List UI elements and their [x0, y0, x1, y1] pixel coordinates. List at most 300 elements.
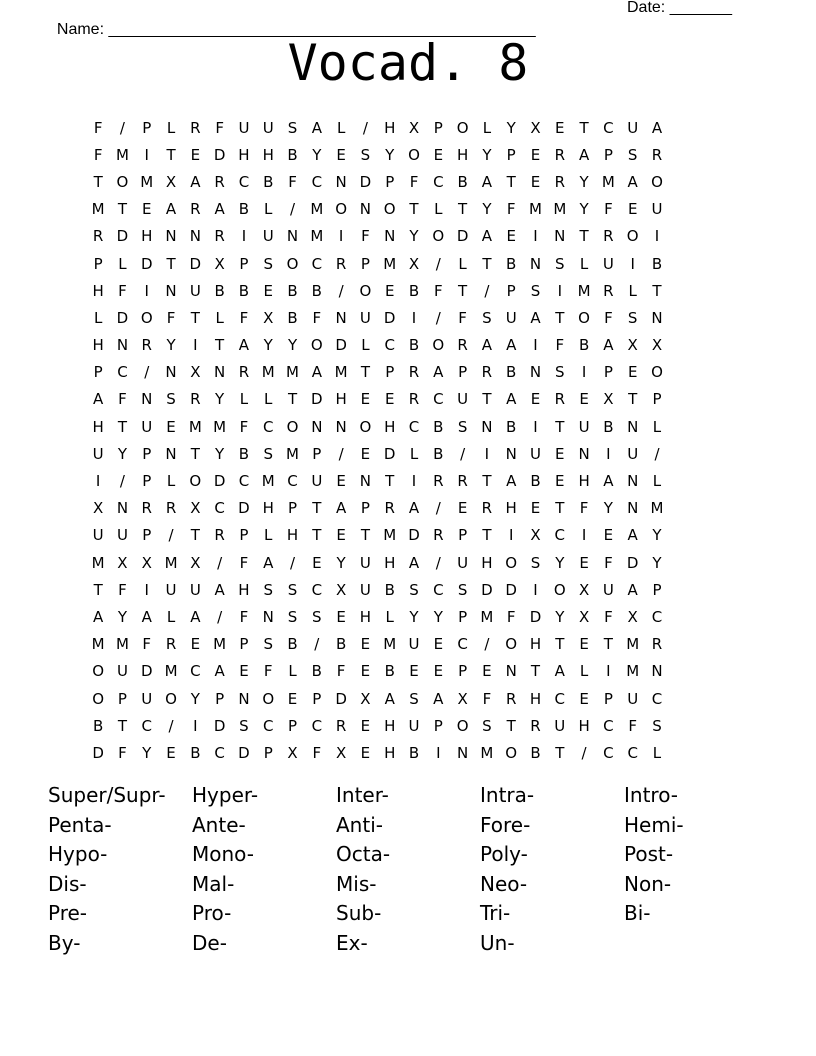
grid-letter[interactable]: C — [238, 172, 250, 191]
grid-letter[interactable]: I — [533, 336, 538, 355]
grid-letter[interactable]: R — [165, 499, 177, 518]
grid-letter[interactable]: H — [92, 417, 104, 436]
grid-letter[interactable]: D — [529, 607, 542, 626]
grid-letter[interactable]: Y — [579, 200, 589, 219]
grid-letter[interactable]: U — [359, 308, 371, 327]
grid-letter[interactable]: E — [579, 553, 589, 572]
grid-letter[interactable]: I — [436, 743, 441, 762]
grid-letter[interactable]: P — [458, 662, 468, 681]
grid-letter[interactable]: S — [263, 444, 273, 463]
grid-letter[interactable]: A — [481, 172, 493, 191]
grid-letter[interactable]: X — [651, 336, 663, 355]
grid-letter[interactable]: D — [140, 662, 153, 681]
grid-letter[interactable]: C — [433, 172, 444, 191]
grid-letter[interactable]: D — [505, 580, 517, 599]
grid-letter[interactable]: C — [214, 743, 225, 762]
grid-letter[interactable]: H — [578, 472, 590, 491]
grid-letter[interactable]: S — [287, 607, 298, 626]
grid-letter[interactable]: M — [310, 200, 324, 219]
grid-letter[interactable]: U — [165, 580, 177, 599]
grid-letter[interactable]: M — [286, 444, 299, 463]
grid-letter[interactable]: L — [409, 444, 419, 463]
grid-letter[interactable]: / — [435, 254, 441, 273]
grid-letter[interactable]: C — [117, 363, 128, 382]
grid-letter[interactable]: U — [262, 227, 274, 246]
grid-letter[interactable]: T — [603, 635, 613, 654]
grid-letter[interactable]: C — [651, 689, 663, 708]
grid-letter[interactable]: E — [336, 526, 346, 545]
grid-letter[interactable]: S — [482, 308, 492, 327]
grid-letter[interactable]: T — [482, 472, 492, 491]
grid-letter[interactable]: X — [141, 553, 152, 572]
grid-letter[interactable]: M — [188, 417, 202, 436]
grid-letter[interactable]: P — [603, 363, 613, 382]
grid-letter[interactable]: M — [334, 363, 348, 382]
grid-letter[interactable]: F — [239, 553, 249, 572]
grid-letter[interactable]: E — [555, 118, 565, 137]
grid-letter[interactable]: E — [433, 662, 444, 681]
grid-letter[interactable]: S — [652, 716, 662, 735]
grid-letter[interactable]: D — [383, 308, 396, 327]
grid-letter[interactable]: S — [627, 308, 638, 327]
grid-letter[interactable]: P — [93, 254, 103, 273]
grid-letter[interactable]: A — [627, 526, 638, 545]
grid-letter[interactable]: R — [433, 526, 444, 545]
grid-letter[interactable]: / — [484, 635, 490, 654]
grid-letter[interactable]: D — [335, 336, 347, 355]
grid-letter[interactable]: P — [385, 363, 395, 382]
grid-letter[interactable]: T — [530, 662, 541, 681]
grid-letter[interactable]: A — [93, 607, 104, 626]
grid-letter[interactable]: A — [651, 118, 663, 137]
grid-letter[interactable]: Y — [215, 390, 225, 409]
grid-letter[interactable]: U — [359, 580, 371, 599]
grid-letter[interactable]: X — [530, 118, 541, 137]
grid-letter[interactable]: U — [457, 553, 469, 572]
grid-letter[interactable]: D — [335, 689, 347, 708]
grid-letter[interactable]: C — [141, 716, 152, 735]
grid-letter[interactable]: L — [385, 607, 394, 626]
grid-letter[interactable]: L — [579, 662, 589, 681]
grid-letter[interactable]: F — [604, 200, 613, 219]
grid-letter[interactable]: L — [264, 200, 273, 219]
grid-letter[interactable]: O — [553, 580, 566, 599]
grid-letter[interactable]: R — [603, 281, 614, 300]
grid-letter[interactable]: C — [384, 336, 395, 355]
grid-letter[interactable]: / — [119, 472, 125, 491]
grid-letter[interactable]: A — [214, 580, 225, 599]
grid-letter[interactable]: U — [189, 281, 201, 300]
grid-letter[interactable]: C — [603, 118, 614, 137]
grid-letter[interactable]: S — [409, 580, 419, 599]
grid-letter[interactable]: P — [142, 526, 152, 545]
grid-letter[interactable]: X — [263, 308, 274, 327]
grid-letter[interactable]: F — [506, 200, 516, 219]
grid-letter[interactable]: L — [336, 118, 346, 137]
grid-letter[interactable]: A — [603, 336, 614, 355]
grid-letter[interactable]: O — [310, 336, 323, 355]
grid-letter[interactable]: B — [506, 254, 517, 273]
grid-letter[interactable]: Y — [652, 553, 662, 572]
grid-letter[interactable]: N — [456, 743, 469, 762]
grid-letter[interactable]: U — [141, 689, 153, 708]
grid-letter[interactable]: T — [360, 526, 370, 545]
grid-letter[interactable]: E — [336, 472, 346, 491]
grid-letter[interactable]: P — [288, 499, 298, 518]
grid-letter[interactable]: C — [457, 635, 468, 654]
grid-letter[interactable]: N — [578, 444, 590, 463]
grid-letter[interactable]: M — [383, 635, 397, 654]
grid-letter[interactable]: B — [506, 417, 517, 436]
grid-letter[interactable]: P — [312, 444, 322, 463]
grid-letter[interactable]: F — [579, 499, 589, 518]
grid-letter[interactable]: E — [579, 689, 589, 708]
grid-letter[interactable]: H — [529, 689, 542, 708]
grid-letter[interactable]: R — [214, 172, 225, 191]
grid-letter[interactable]: R — [505, 689, 517, 708]
grid-letter[interactable]: A — [165, 200, 177, 219]
grid-letter[interactable]: O — [432, 336, 445, 355]
grid-letter[interactable]: F — [506, 607, 516, 626]
grid-letter[interactable]: L — [166, 607, 176, 626]
grid-letter[interactable]: E — [409, 662, 419, 681]
grid-letter[interactable]: E — [166, 417, 176, 436]
grid-letter[interactable]: I — [533, 417, 538, 436]
grid-letter[interactable]: A — [93, 390, 104, 409]
grid-letter[interactable]: C — [262, 417, 274, 436]
grid-letter[interactable]: C — [262, 716, 274, 735]
grid-letter[interactable]: P — [360, 254, 370, 273]
grid-letter[interactable]: Y — [579, 172, 589, 191]
grid-letter[interactable]: F — [118, 281, 127, 300]
grid-letter[interactable]: P — [433, 716, 443, 735]
grid-letter[interactable]: S — [166, 390, 176, 409]
grid-letter[interactable]: L — [434, 200, 443, 219]
grid-letter[interactable]: B — [457, 172, 468, 191]
grid-letter[interactable]: U — [116, 662, 128, 681]
grid-letter[interactable]: M — [529, 200, 542, 219]
grid-letter[interactable]: E — [263, 281, 273, 300]
grid-letter[interactable]: H — [92, 281, 104, 300]
grid-letter[interactable]: T — [360, 363, 370, 382]
grid-letter[interactable]: O — [651, 172, 663, 191]
grid-letter[interactable]: U — [238, 118, 250, 137]
grid-letter[interactable]: T — [190, 308, 200, 327]
grid-letter[interactable]: / — [168, 716, 174, 735]
grid-letter[interactable]: T — [93, 172, 103, 191]
grid-letter[interactable]: A — [627, 580, 638, 599]
grid-letter[interactable]: Y — [117, 607, 128, 626]
grid-letter[interactable]: Y — [555, 607, 565, 626]
grid-letter[interactable]: D — [238, 499, 250, 518]
grid-letter[interactable]: F — [604, 607, 613, 626]
grid-letter[interactable]: P — [360, 499, 370, 518]
grid-letter[interactable]: U — [408, 716, 420, 735]
grid-letter[interactable]: O — [165, 689, 177, 708]
grid-letter[interactable]: Y — [409, 227, 419, 246]
grid-letter[interactable]: Y — [312, 145, 322, 164]
grid-letter[interactable]: U — [408, 635, 420, 654]
grid-letter[interactable]: R — [554, 172, 565, 191]
grid-letter[interactable]: P — [142, 118, 152, 137]
grid-letter[interactable]: U — [189, 580, 201, 599]
grid-letter[interactable]: N — [165, 363, 177, 382]
grid-letter[interactable]: H — [359, 607, 372, 626]
grid-letter[interactable]: H — [384, 417, 396, 436]
grid-letter[interactable]: R — [481, 499, 493, 518]
grid-letter[interactable]: U — [627, 689, 639, 708]
grid-letter[interactable]: F — [409, 172, 419, 191]
grid-letter[interactable]: T — [117, 716, 128, 735]
grid-letter[interactable]: H — [286, 526, 299, 545]
grid-letter[interactable]: X — [190, 499, 201, 518]
grid-letter[interactable]: Y — [336, 553, 346, 572]
grid-letter[interactable]: U — [651, 200, 663, 219]
grid-letter[interactable]: N — [238, 689, 250, 708]
grid-letter[interactable]: H — [578, 716, 590, 735]
grid-letter[interactable]: / — [338, 444, 344, 463]
grid-letter[interactable]: E — [555, 472, 565, 491]
grid-letter[interactable]: S — [457, 580, 468, 599]
grid-letter[interactable]: R — [214, 227, 225, 246]
grid-letter[interactable]: F — [458, 308, 467, 327]
grid-letter[interactable]: D — [116, 227, 129, 246]
grid-letter[interactable]: X — [93, 499, 104, 518]
grid-letter[interactable]: T — [166, 254, 176, 273]
grid-letter[interactable]: T — [117, 417, 128, 436]
grid-letter[interactable]: D — [213, 145, 226, 164]
grid-letter[interactable]: Y — [263, 336, 273, 355]
grid-letter[interactable]: P — [215, 689, 225, 708]
grid-letter[interactable]: Y — [190, 689, 200, 708]
grid-letter[interactable]: A — [433, 689, 444, 708]
grid-letter[interactable]: F — [93, 118, 103, 137]
grid-letter[interactable]: A — [627, 172, 638, 191]
grid-letter[interactable]: B — [578, 336, 590, 355]
grid-letter[interactable]: M — [115, 145, 129, 164]
grid-letter[interactable]: C — [603, 743, 614, 762]
grid-letter[interactable]: H — [505, 499, 517, 518]
grid-letter[interactable]: X — [603, 390, 614, 409]
grid-letter[interactable]: U — [505, 308, 517, 327]
grid-letter[interactable]: N — [214, 363, 226, 382]
grid-letter[interactable]: I — [144, 580, 149, 599]
grid-letter[interactable]: T — [506, 172, 516, 191]
grid-letter[interactable]: C — [238, 472, 250, 491]
grid-letter[interactable]: N — [481, 417, 493, 436]
grid-letter[interactable]: E — [360, 635, 371, 654]
grid-letter[interactable]: D — [189, 254, 202, 273]
grid-letter[interactable]: I — [654, 227, 660, 246]
grid-letter[interactable]: B — [238, 444, 250, 463]
grid-letter[interactable]: S — [409, 689, 419, 708]
grid-letter[interactable]: N — [529, 254, 542, 273]
grid-letter[interactable]: X — [165, 172, 177, 191]
grid-letter[interactable]: F — [118, 580, 127, 599]
grid-letter[interactable]: A — [506, 390, 517, 409]
grid-letter[interactable]: / — [338, 281, 344, 300]
grid-letter[interactable]: E — [336, 145, 346, 164]
grid-letter[interactable]: N — [651, 662, 663, 681]
grid-letter[interactable]: R — [335, 716, 347, 735]
grid-letter[interactable]: S — [482, 716, 492, 735]
grid-letter[interactable]: C — [603, 716, 614, 735]
grid-letter[interactable]: I — [95, 472, 101, 491]
grid-letter[interactable]: / — [435, 499, 441, 518]
grid-letter[interactable]: R — [190, 390, 201, 409]
grid-letter[interactable]: E — [360, 662, 371, 681]
grid-letter[interactable]: A — [335, 499, 347, 518]
grid-letter[interactable]: X — [190, 363, 201, 382]
grid-letter[interactable]: P — [117, 689, 127, 708]
grid-letter[interactable]: S — [287, 580, 298, 599]
date-field[interactable]: Date: _______ — [627, 0, 732, 16]
grid-letter[interactable]: M — [383, 254, 397, 273]
grid-letter[interactable]: M — [626, 635, 640, 654]
grid-letter[interactable]: F — [239, 417, 249, 436]
grid-letter[interactable]: X — [408, 254, 420, 273]
grid-letter[interactable]: A — [384, 689, 395, 708]
grid-letter[interactable]: E — [530, 145, 541, 164]
grid-letter[interactable]: S — [263, 580, 273, 599]
grid-letter[interactable]: F — [336, 662, 346, 681]
grid-letter[interactable]: U — [578, 417, 590, 436]
grid-letter[interactable]: E — [627, 200, 638, 219]
grid-letter[interactable]: R — [457, 472, 468, 491]
grid-letter[interactable]: O — [408, 145, 420, 164]
grid-letter[interactable]: B — [238, 281, 250, 300]
grid-letter[interactable]: A — [554, 662, 565, 681]
grid-letter[interactable]: M — [91, 635, 105, 654]
grid-letter[interactable]: A — [506, 336, 517, 355]
grid-letter[interactable]: E — [457, 499, 468, 518]
grid-letter[interactable]: O — [262, 689, 275, 708]
grid-letter[interactable]: S — [555, 254, 565, 273]
grid-letter[interactable]: Y — [142, 743, 152, 762]
grid-letter[interactable]: N — [359, 472, 372, 491]
grid-letter[interactable]: P — [263, 743, 273, 762]
grid-letter[interactable]: B — [287, 308, 298, 327]
grid-letter[interactable]: S — [627, 145, 638, 164]
grid-letter[interactable]: E — [360, 390, 371, 409]
grid-letter[interactable]: I — [533, 227, 538, 246]
grid-letter[interactable]: M — [577, 281, 591, 300]
grid-letter[interactable]: C — [287, 472, 298, 491]
grid-letter[interactable]: E — [312, 553, 322, 572]
grid-letter[interactable]: X — [117, 553, 128, 572]
grid-letter[interactable]: T — [579, 227, 589, 246]
grid-letter[interactable]: B — [433, 444, 444, 463]
grid-letter[interactable]: X — [627, 336, 638, 355]
grid-letter[interactable]: U — [92, 526, 104, 545]
grid-letter[interactable]: L — [482, 118, 492, 137]
grid-letter[interactable]: E — [433, 145, 444, 164]
grid-letter[interactable]: T — [312, 526, 322, 545]
grid-letter[interactable]: L — [361, 336, 370, 355]
grid-letter[interactable]: F — [604, 553, 613, 572]
grid-letter[interactable]: S — [287, 118, 298, 137]
grid-letter[interactable]: I — [144, 145, 149, 164]
grid-letter[interactable]: / — [581, 743, 587, 762]
grid-letter[interactable]: P — [603, 689, 613, 708]
grid-letter[interactable]: B — [287, 281, 298, 300]
grid-letter[interactable]: B — [651, 254, 663, 273]
grid-letter[interactable]: L — [288, 662, 297, 681]
grid-letter[interactable]: B — [311, 662, 322, 681]
grid-letter[interactable]: S — [263, 254, 273, 273]
grid-letter[interactable]: M — [480, 607, 494, 626]
grid-letter[interactable]: P — [93, 363, 103, 382]
grid-letter[interactable]: L — [118, 254, 127, 273]
grid-letter[interactable]: C — [627, 743, 638, 762]
grid-letter[interactable]: D — [213, 716, 226, 735]
grid-letter[interactable]: R — [238, 363, 250, 382]
grid-letter[interactable]: O — [626, 227, 639, 246]
grid-letter[interactable]: O — [505, 635, 518, 654]
grid-letter[interactable]: S — [457, 417, 468, 436]
grid-letter[interactable]: I — [581, 526, 587, 545]
grid-letter[interactable]: X — [214, 254, 225, 273]
grid-letter[interactable]: I — [533, 580, 538, 599]
grid-letter[interactable]: I — [193, 336, 198, 355]
grid-letter[interactable]: N — [116, 499, 129, 518]
grid-letter[interactable]: T — [385, 472, 395, 491]
grid-letter[interactable]: X — [578, 580, 590, 599]
grid-letter[interactable]: T — [506, 716, 516, 735]
grid-letter[interactable]: U — [359, 553, 371, 572]
grid-letter[interactable]: I — [338, 227, 344, 246]
grid-letter[interactable]: I — [411, 308, 417, 327]
grid-letter[interactable]: X — [360, 689, 371, 708]
grid-letter[interactable]: N — [505, 444, 517, 463]
grid-letter[interactable]: A — [408, 553, 420, 572]
grid-letter[interactable]: O — [140, 308, 153, 327]
grid-letter[interactable]: E — [190, 145, 201, 164]
grid-letter[interactable]: H — [92, 336, 104, 355]
grid-letter[interactable]: F — [263, 662, 273, 681]
grid-letter[interactable]: S — [530, 553, 541, 572]
grid-letter[interactable]: C — [311, 716, 323, 735]
grid-letter[interactable]: D — [311, 390, 323, 409]
grid-letter[interactable]: O — [286, 254, 299, 273]
grid-letter[interactable]: / — [289, 553, 296, 572]
grid-letter[interactable]: U — [116, 526, 128, 545]
grid-letter[interactable]: L — [166, 118, 176, 137]
grid-letter[interactable]: B — [311, 281, 322, 300]
grid-letter[interactable]: P — [458, 526, 468, 545]
grid-letter[interactable]: M — [261, 472, 275, 491]
grid-letter[interactable]: D — [408, 526, 420, 545]
grid-letter[interactable]: T — [190, 444, 200, 463]
grid-letter[interactable]: N — [116, 336, 129, 355]
grid-letter[interactable]: L — [652, 743, 662, 762]
grid-letter[interactable]: N — [529, 363, 542, 382]
grid-letter[interactable]: L — [264, 390, 273, 409]
grid-letter[interactable]: H — [384, 118, 396, 137]
grid-letter[interactable]: H — [384, 716, 396, 735]
grid-letter[interactable]: / — [289, 200, 296, 219]
grid-letter[interactable]: X — [287, 743, 298, 762]
grid-letter[interactable]: D — [238, 743, 250, 762]
grid-letter[interactable]: L — [458, 254, 467, 273]
grid-letter[interactable]: M — [91, 200, 105, 219]
grid-letter[interactable]: N — [165, 281, 177, 300]
grid-letter[interactable]: B — [506, 363, 517, 382]
grid-letter[interactable]: R — [603, 227, 614, 246]
grid-letter[interactable]: O — [456, 118, 469, 137]
grid-letter[interactable]: H — [238, 145, 250, 164]
grid-letter[interactable]: A — [481, 227, 493, 246]
